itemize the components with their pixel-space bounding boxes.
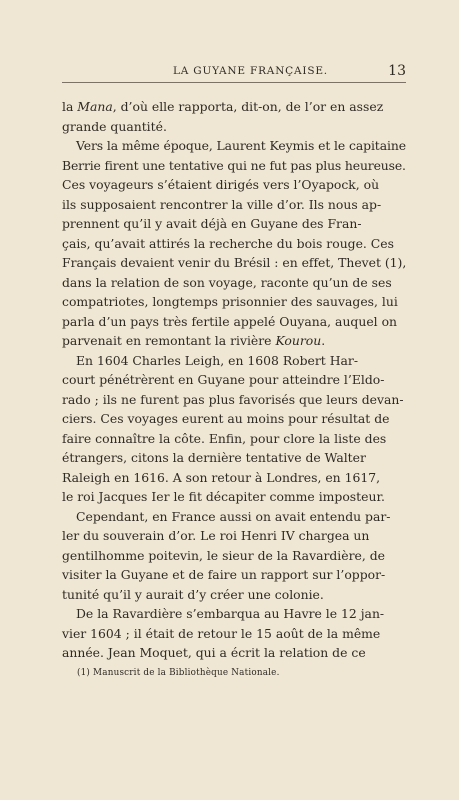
- text-line: [62, 585, 406, 605]
- text-line-main: Berrie firent une tentative qui ne fut pas plus heureuse.: [62, 157, 406, 173]
- text-line-main: En 1604 Charles Leigh, en 1608 Robert Har-: [76, 352, 359, 368]
- text-line-main: vier 1604 ; il était de retour le 15 août de la même: [62, 625, 381, 641]
- text-line: [62, 175, 406, 195]
- text-line-tail: .: [321, 333, 326, 348]
- text-line-main: prennent qu’il y avait déjà en Guyane des Fran-: [62, 216, 362, 231]
- text-line: [62, 195, 406, 215]
- text-line: [62, 136, 406, 156]
- text-line: [62, 292, 406, 312]
- text-line-main: dans la relation de son voyage, raconte qu’un de ses: [62, 274, 392, 290]
- text-line-main: çais, qu’avait attirés la recherche du bois rouge. Ces: [62, 235, 394, 251]
- text-line-main: court pénétrèrent en Guyane pour atteindre l’Eldo-: [62, 372, 385, 387]
- text-line-main: ler du souverain d’or. Le roi Henri IV chargea un: [62, 528, 370, 543]
- text-line-main: année. Jean Moquet, qui a écrit la relation de ce: [62, 645, 366, 660]
- text-line: [62, 97, 406, 117]
- text-line-main: Raleigh en 1616. A son retour à Londres, en 1617,: [62, 469, 381, 485]
- text-line: [62, 526, 406, 546]
- text-line: [62, 604, 406, 624]
- text-line-main: grande quantité.: [62, 118, 167, 134]
- text-line: [62, 643, 406, 663]
- footnote: (1) Manuscrit de la Bibliothèque Nationale.: [77, 668, 280, 678]
- body-text: [62, 97, 406, 663]
- text-line-main: faire connaître la côte. Enfin, pour clore la liste des: [62, 430, 387, 446]
- text-line-main: tunité qu’il y aurait d’y créer une colonie.: [62, 586, 324, 602]
- text-line: [62, 448, 406, 468]
- text-line-main: Vers la même époque, Laurent Keymis et le capitaine: [76, 138, 406, 153]
- text-line: [62, 390, 406, 410]
- text-line-main: Cependant, en France aussi on avait entendu par-: [76, 508, 391, 524]
- text-line: [62, 234, 406, 254]
- text-line-tail: , d’où elle rapporta, dit-on, de l’or en assez: [112, 99, 384, 114]
- text-line: [62, 429, 406, 449]
- text-line: [62, 546, 406, 566]
- text-line-main: Ces voyageurs s’étaient dirigés vers l’Oyapock, où: [62, 177, 380, 192]
- text-line-main: gentilhomme poitevin, le sieur de la Ravardière, de: [62, 547, 386, 563]
- text-line-main: ils supposaient rencontrer la ville d’or. Ils nous ap-: [62, 196, 382, 212]
- text-line: [62, 487, 406, 507]
- text-line: [62, 156, 406, 176]
- header-rule: [62, 82, 406, 83]
- text-line-main: étrangers, citons la dernière tentative de Walter: [62, 450, 366, 465]
- text-line-main: ciers. Ces voyages eurent au moins pour résultat de: [62, 411, 390, 426]
- text-line: [62, 312, 406, 332]
- text-line-main: rado ; ils ne furent pas plus favorisés que leurs devan-: [62, 391, 404, 407]
- text-line-main: visiter la Guyane et de faire un rapport sur l’oppor-: [62, 567, 386, 582]
- text-line-italic: Kourou: [275, 333, 322, 348]
- text-line: [62, 468, 406, 488]
- text-line: [62, 507, 406, 527]
- text-line: [62, 331, 406, 351]
- text-line-main: De la Ravardière s’embarqua au Havre le 12 jan-: [76, 606, 385, 621]
- text-line: [62, 214, 406, 234]
- text-line: [62, 253, 406, 273]
- text-line: [62, 117, 406, 137]
- text-line: [62, 370, 406, 390]
- text-line: [62, 409, 406, 429]
- page-header: [62, 62, 406, 80]
- page-number: 13: [388, 63, 406, 79]
- text-line-main: la: [62, 99, 78, 114]
- text-line-main: le roi Jacques Ier le fit décapiter comme imposteur.: [62, 489, 385, 504]
- text-line-main: compatriotes, longtemps prisonnier des sauvages, lui: [62, 294, 398, 309]
- text-line-main: parla d’un pays très fertile appelé Ouyana, auquel on: [62, 313, 398, 329]
- text-line-main: Français devaient venir du Brésil : en effet, Thevet (1),: [62, 255, 407, 270]
- text-line: [62, 565, 406, 585]
- text-line: [62, 273, 406, 293]
- text-line-main: parvenait en remontant la rivière: [62, 333, 276, 348]
- running-title: LA GUYANE FRANÇAISE.: [173, 65, 328, 77]
- text-line: [62, 351, 406, 371]
- text-line: [62, 624, 406, 644]
- text-line-italic: Mana: [77, 99, 113, 114]
